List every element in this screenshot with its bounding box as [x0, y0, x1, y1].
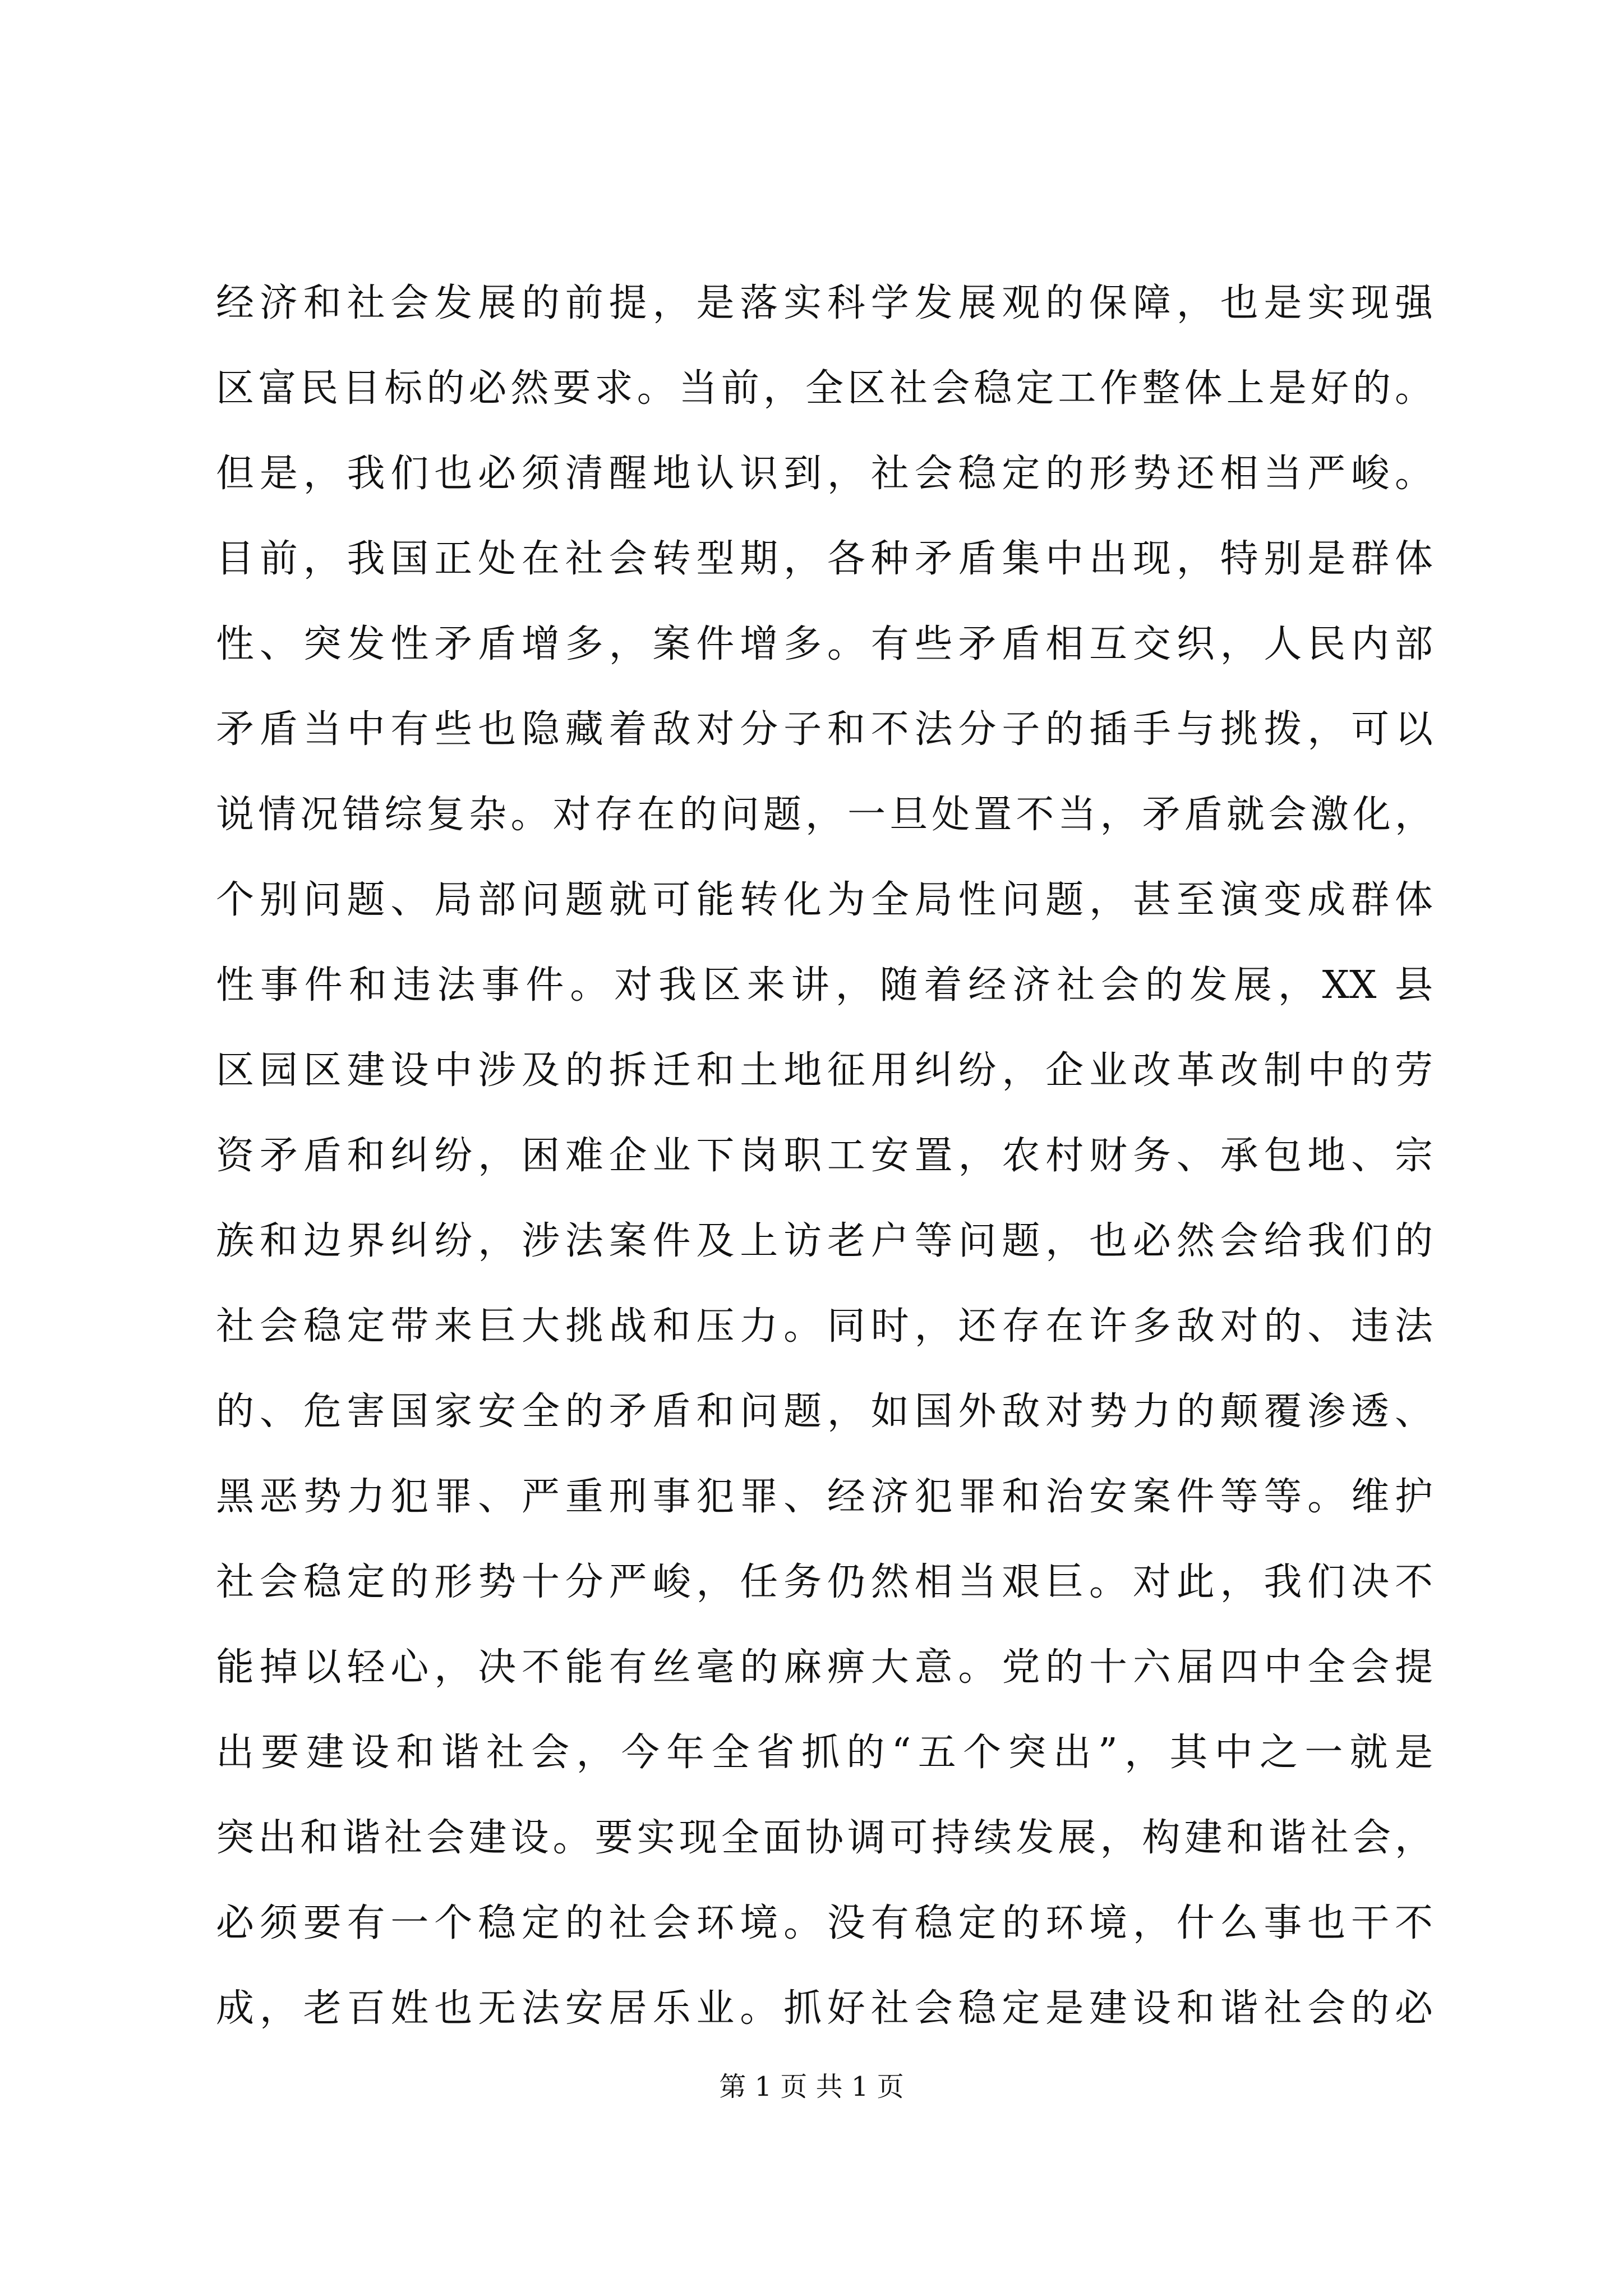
- text-line: 性事件和违法事件。对我区来讲，随着经济社会的发展，XX 县: [216, 963, 1433, 1007]
- text-line: 区园区建设中涉及的拆迁和土地征用纠纷，企业改革改制中的劳: [216, 1048, 1433, 1093]
- text-line: 目前，我国正处在社会转型期，各种矛盾集中出现，特别是群体: [216, 537, 1433, 581]
- text-line: 能掉以轻心，决不能有丝毫的麻痹大意。党的十六届四中全会提: [216, 1645, 1433, 1690]
- text-line: 黑恶势力犯罪、严重刑事犯罪、经济犯罪和治安案件等等。维护: [216, 1475, 1433, 1519]
- body-paragraph: [216, 261, 1433, 2051]
- text-line: 个别问题、局部问题就可能转化为全局性问题，甚至演变成群体: [216, 878, 1433, 922]
- text-line: 突出和谐社会建设。要实现全面协调可持续发展，构建和谐社会，: [216, 1816, 1433, 1860]
- text-line: 出要建设和谐社会，今年全省抓的“五个突出”，其中之一就是: [216, 1731, 1433, 1775]
- text-line: 族和边界纠纷，涉法案件及上访老户等问题，也必然会给我们的: [216, 1219, 1433, 1263]
- text-line: 资矛盾和纠纷，困难企业下岗职工安置，农村财务、承包地、宗: [216, 1134, 1433, 1178]
- text-line: 成，老百姓也无法安居乐业。抓好社会稳定是建设和谐社会的必: [216, 1986, 1433, 2031]
- text-line: 但是，我们也必须清醒地认识到，社会稳定的形势还相当严峻。: [216, 452, 1433, 496]
- page-footer: 第 1 页 共 1 页: [719, 2071, 904, 2102]
- text-line: 社会稳定的形势十分严峻，任务仍然相当艰巨。对此，我们决不: [216, 1560, 1433, 1604]
- text-line: 区富民目标的必然要求。当前，全区社会稳定工作整体上是好的。: [216, 366, 1433, 411]
- text-line: 社会稳定带来巨大挑战和压力。同时，还存在许多敌对的、违法: [216, 1304, 1433, 1349]
- text-line: 的、危害国家安全的矛盾和问题，如国外敌对势力的颠覆渗透、: [216, 1389, 1433, 1434]
- text-line: 矛盾当中有些也隐藏着敌对分子和不法分子的插手与挑拨，可以: [216, 707, 1433, 752]
- text-line: 说情况错综复杂。对存在的问题，一旦处置不当，矛盾就会激化，: [216, 793, 1433, 837]
- text-line: 性、突发性矛盾增多，案件增多。有些矛盾相互交织，人民内部: [216, 622, 1433, 666]
- text-line: 必须要有一个稳定的社会环境。没有稳定的环境，什么事也干不: [216, 1901, 1433, 1945]
- text-line: 经济和社会发展的前提，是落实科学发展观的保障，也是实现强: [216, 281, 1433, 325]
